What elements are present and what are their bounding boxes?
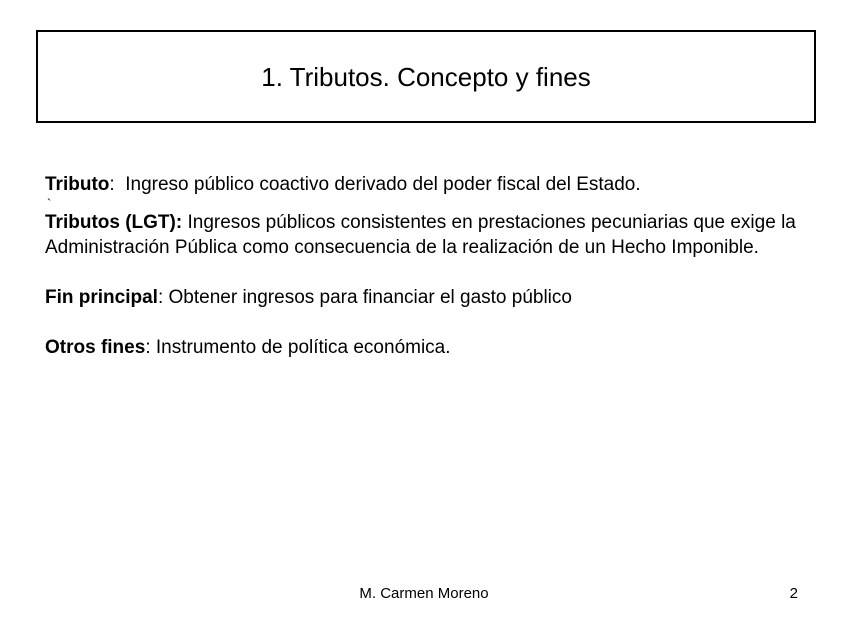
paragraph-fin-principal [45, 285, 815, 310]
title-box [36, 30, 816, 123]
footer-author: M. Carmen Moreno [359, 585, 489, 602]
paragraph-tributos-lgt [45, 210, 815, 260]
definition-tributos-lgt: Ingresos públicos consistentes en prestaciones pecuniarias que exige la Administración Pública como consecuencia de la realización de un Hecho Imponible. [45, 212, 796, 258]
paragraph-otros-fines [45, 335, 815, 360]
definition-fin-principal: : Obtener ingresos para financiar el gasto público [157, 287, 572, 308]
definition-tributo: Ingreso público coactivo derivado del poder fiscal del Estado. [125, 174, 641, 195]
slide-title: 1. Tributos. Concepto y fines [261, 61, 591, 92]
stray-mark: ` [47, 196, 52, 211]
paragraph-tributo [45, 172, 815, 197]
term-fin-principal: Fin principal [45, 287, 158, 308]
term-tributos-lgt: Tributos (LGT): [45, 212, 183, 233]
spacer [45, 260, 815, 285]
definition-otros-fines: : Instrumento de política económica. [145, 337, 451, 358]
term-otros-fines: Otros fines [45, 337, 146, 358]
term-separator: : [109, 174, 115, 195]
page-number: 2 [789, 585, 798, 602]
slide-body [45, 172, 815, 360]
spacer [45, 310, 815, 335]
term-tributo: Tributo [45, 174, 110, 195]
